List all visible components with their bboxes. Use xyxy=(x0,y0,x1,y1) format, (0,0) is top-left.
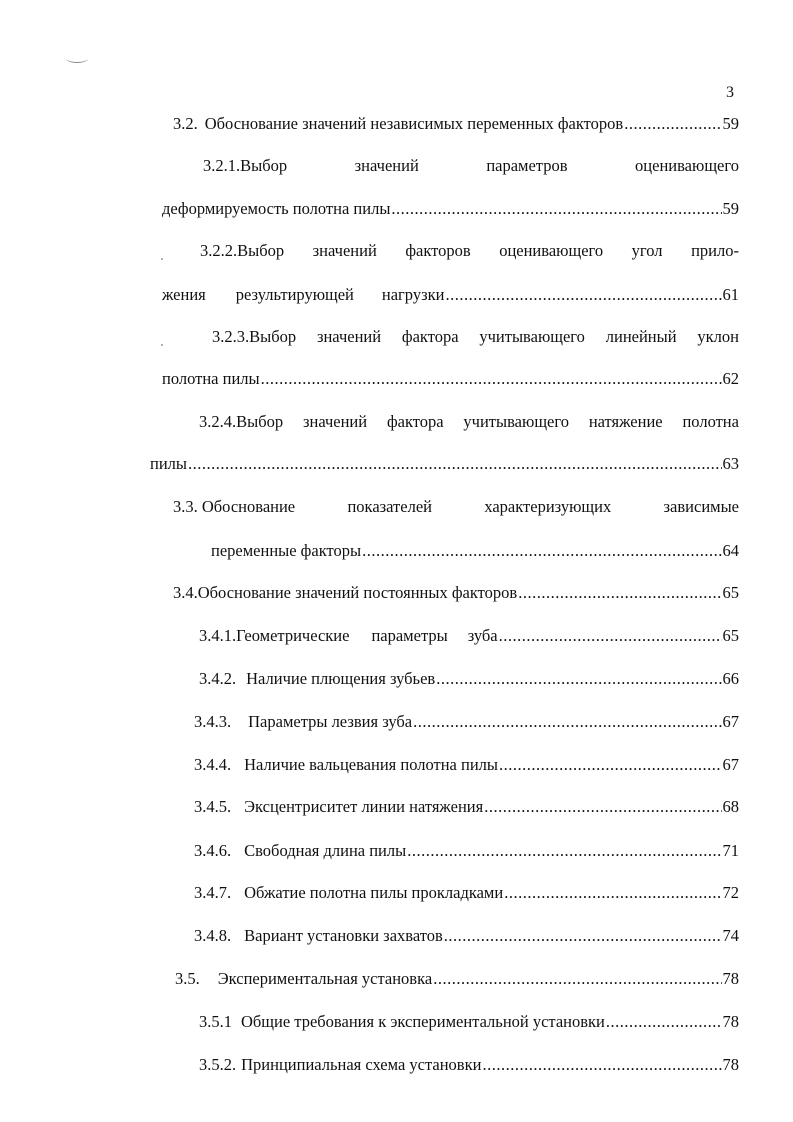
toc-entry-3-4-4[interactable]: 3.4.4. Наличие вальцевания полотна пилы ..... 67 xyxy=(194,755,739,775)
scan-artifact xyxy=(66,54,88,63)
toc-entry-3-3[interactable]: 3.3. Обоснование показателей характеризующих зависимые xyxy=(173,497,739,516)
toc-entry-3-5-2[interactable]: 3.5.2. Принципиальная схема установки ..... 78 xyxy=(199,1055,739,1075)
toc-entry-3-2-3[interactable]: 3.2.3.Выбор значений фактора учитывающего линейный уклон xyxy=(212,327,739,346)
toc-entry-3-5[interactable]: 3.5. Экспериментальная установка ..... 78 xyxy=(175,969,739,989)
toc-entry-3-2-3-cont[interactable]: полотна пилы ..... 62 xyxy=(162,369,739,389)
toc-entry-3-2-1[interactable]: 3.2.1.Выбор значений параметров оценивающего xyxy=(203,156,739,175)
toc-entry-3-2-4-cont[interactable]: пилы ..... 63 xyxy=(150,454,739,474)
toc-entry-3-4[interactable]: 3.4. Обоснование значений постоянных факторов ..... 65 xyxy=(173,583,739,603)
scan-speck xyxy=(161,344,163,346)
toc-entry-3-2-2-cont[interactable]: жения результирующей нагрузки ..... 61 xyxy=(162,285,739,305)
toc-entry-3-4-5[interactable]: 3.4.5. Эксцентриситет линии натяжения ..... 68 xyxy=(194,797,739,817)
toc-entry-3-5-1[interactable]: 3.5.1 Общие требования к экспериментальной установки ..... 78 xyxy=(199,1012,739,1032)
toc-entry-3-2-2[interactable]: 3.2.2.Выбор значений факторов оценивающего угол прило- xyxy=(200,241,739,260)
toc-entry-3-2[interactable]: 3.2. Обоснование значений независимых переменных факторов ..... 59 xyxy=(173,114,739,134)
toc-entry-3-4-7[interactable]: 3.4.7. Обжатие полотна пилы прокладками ..... 72 xyxy=(194,883,739,903)
toc-entry-3-4-2[interactable]: 3.4.2. Наличие плющения зубьев ..... 66 xyxy=(199,669,739,689)
toc-entry-3-4-3[interactable]: 3.4.3. Параметры лезвия зуба ..... 67 xyxy=(194,712,739,732)
toc-entry-3-4-6[interactable]: 3.4.6. Свободная длина пилы ..... 71 xyxy=(194,841,739,861)
toc-entry-3-2-4[interactable]: 3.2.4.Выбор значений фактора учитывающего натяжение полотна xyxy=(199,412,739,431)
toc-entry-3-4-8[interactable]: 3.4.8. Вариант установки захватов ..... 74 xyxy=(194,926,739,946)
toc-entry-3-2-1-cont[interactable]: деформируемость полотна пилы ..... 59 xyxy=(162,199,739,219)
toc-entry-3-3-cont[interactable]: переменные факторы ..... 64 xyxy=(211,541,739,561)
scan-speck xyxy=(161,258,163,260)
toc-entry-3-4-1[interactable]: 3.4.1. Геометрические параметры зуба ..... 65 xyxy=(199,626,739,646)
page-number: 3 xyxy=(726,84,734,101)
